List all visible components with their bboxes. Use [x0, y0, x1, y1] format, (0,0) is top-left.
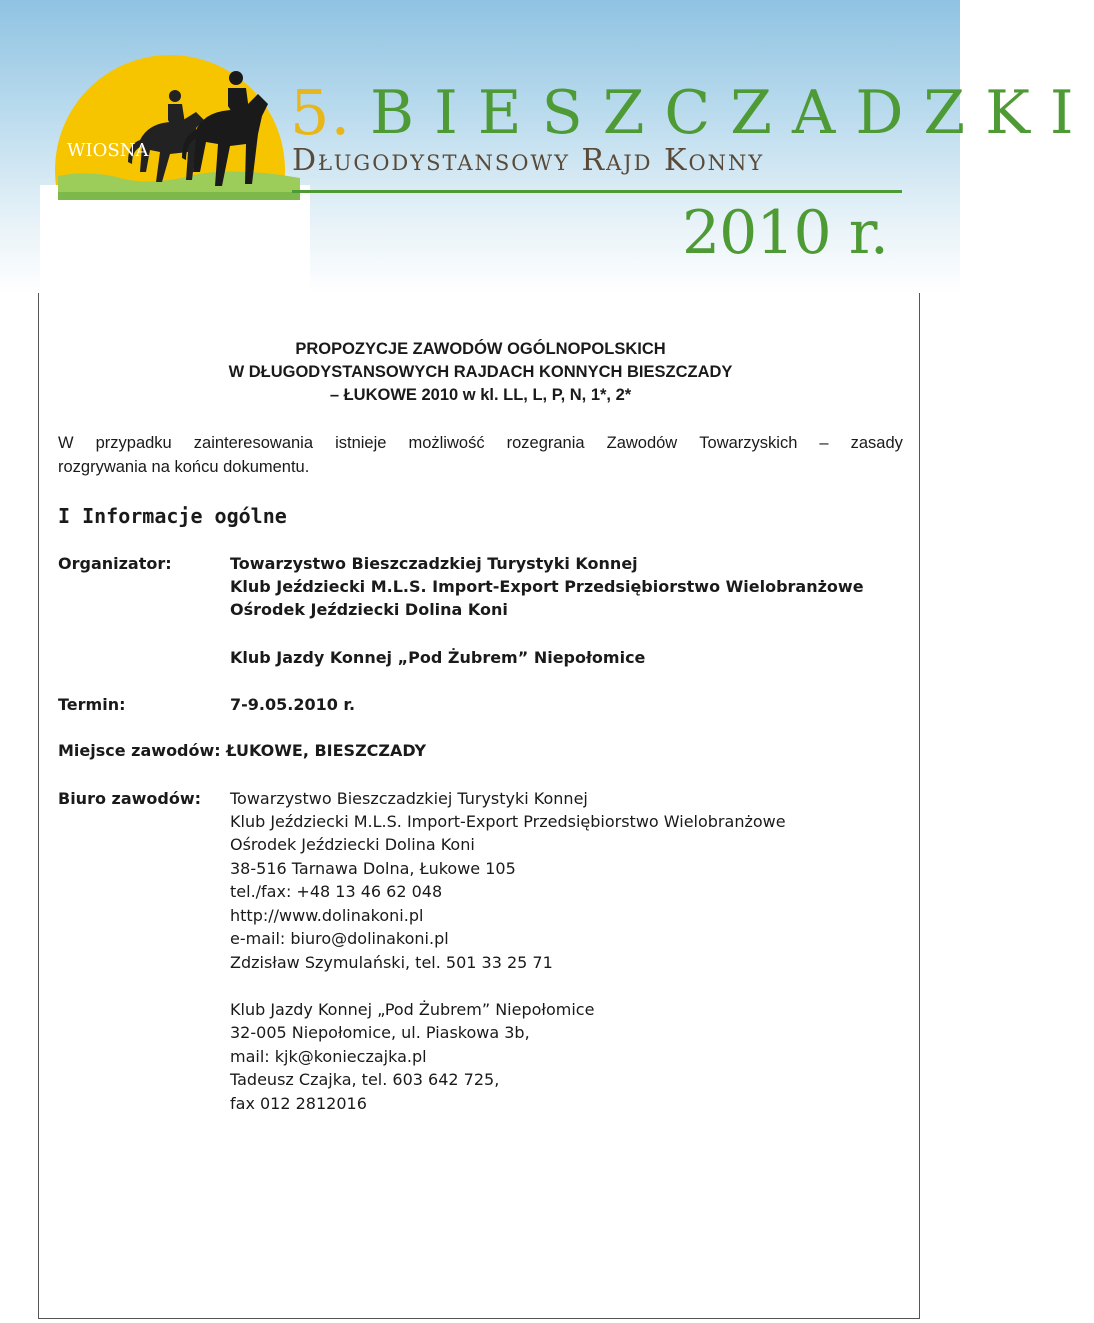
intro-line-1: W przypadku zainteresowania istnieje możliwość rozegrania Zawodów Towarzyskich – zasady — [58, 434, 903, 452]
venue-label: Miejsce zawodów: — [58, 741, 221, 760]
office-label: Biuro zawodów: — [58, 789, 202, 808]
office2-contact: Tadeusz Czajka, tel. 603 642 725, — [230, 1070, 500, 1089]
intro-paragraph — [58, 432, 903, 479]
organizer-label: Organizator: — [58, 554, 172, 573]
office-line: Klub Jeździecki M.L.S. Import-Export Przedsiębiorstwo Wielobranżowe — [230, 812, 786, 831]
office-line: Towarzystwo Bieszczadzkiej Turystyki Konnej — [230, 789, 588, 808]
organizer-line: Ośrodek Jeździecki Dolina Koni — [230, 600, 508, 619]
office2-address: 32-005 Niepołomice, ul. Piaskowa 3b, — [230, 1023, 530, 1042]
term-label: Termin: — [58, 695, 126, 714]
office-email-link[interactable]: e-mail: biuro@dolinakoni.pl — [230, 929, 449, 948]
header-banner — [0, 0, 1094, 295]
office-website-link[interactable]: http://www.dolinakoni.pl — [230, 906, 424, 925]
section-title: I Informacje ogólne — [58, 504, 287, 528]
organizer-line: Towarzystwo Bieszczadzkiej Turystyki Konnej — [230, 554, 638, 573]
office-phone: tel./fax: +48 13 46 62 048 — [230, 882, 443, 901]
event-title: BIESZCZADZKI — [370, 78, 1094, 148]
event-subtitle: Długodystansowy Rajd Konny — [292, 143, 765, 178]
subtitle-divider — [292, 190, 902, 193]
office-address: 38-516 Tarnawa Dolna, Łukowe 105 — [230, 859, 516, 878]
venue-row — [58, 739, 426, 763]
heading-line-1: PROPOZYCJE ZAWODÓW OGÓLNOPOLSKICH — [295, 340, 666, 358]
venue-value: ŁUKOWE, BIESZCZADY — [226, 741, 427, 760]
intro-line-2: rozgrywania na końcu dokumentu. — [58, 457, 310, 476]
organizer-line: Klub Jazdy Konnej „Pod Żubrem” Niepołomice — [230, 648, 646, 667]
logo-horses-illustration — [0, 0, 300, 295]
edition-number: 5. — [290, 76, 352, 149]
season-badge: WIOSNA — [67, 140, 149, 161]
heading-line-2: W DŁUGODYSTANSOWYCH RAJDACH KONNYCH BIESZCZADY — [228, 363, 733, 381]
office2-line: Klub Jazdy Konnej „Pod Żubrem” Niepołomice — [230, 1000, 595, 1019]
heading-line-3: – ŁUKOWE 2010 w kl. LL, L, P, N, 1*, 2* — [329, 386, 632, 404]
document-heading — [58, 338, 903, 407]
event-year: 2010 r. — [682, 198, 888, 268]
office2-email-link[interactable]: mail: kjk@konieczajka.pl — [230, 1047, 427, 1066]
office-contact: Zdzisław Szymulański, tel. 501 33 25 71 — [230, 953, 553, 972]
office-line: Ośrodek Jeździecki Dolina Koni — [230, 835, 475, 854]
office2-fax: fax 012 2812016 — [230, 1094, 367, 1113]
term-value: 7-9.05.2010 r. — [230, 695, 356, 714]
organizer-line: Klub Jeździecki M.L.S. Import-Export Przedsiębiorstwo Wielobranżowe — [230, 577, 864, 596]
